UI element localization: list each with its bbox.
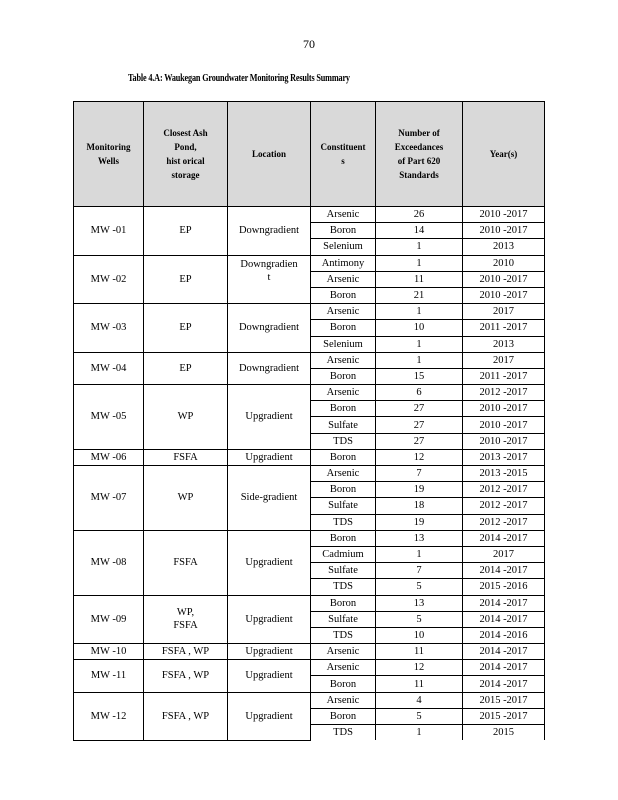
location-cell: Upgradient bbox=[228, 385, 311, 450]
exceedance-count-cell: 7 bbox=[376, 466, 463, 482]
well-id-cell: MW -11 bbox=[74, 660, 144, 692]
well-id-cell: MW -04 bbox=[74, 352, 144, 384]
constituent-cell: Boron bbox=[311, 449, 376, 465]
header-row bbox=[74, 102, 545, 207]
location-cell: Upgradient bbox=[228, 644, 311, 660]
table-row bbox=[74, 644, 545, 660]
location-cell: Upgradient bbox=[228, 692, 311, 740]
exceedance-count-cell: 1 bbox=[376, 336, 463, 352]
years-cell: 2013 bbox=[463, 336, 545, 352]
closest-ash-pond-cell: FSFA , WP bbox=[144, 692, 228, 740]
years-cell: 2010 -2017 bbox=[463, 401, 545, 417]
years-cell: 2017 bbox=[463, 304, 545, 320]
constituent-cell: Boron bbox=[311, 320, 376, 336]
table-body bbox=[74, 207, 545, 741]
constituent-cell: Arsenic bbox=[311, 692, 376, 708]
constituent-cell: Boron bbox=[311, 676, 376, 692]
exceedance-count-cell: 4 bbox=[376, 692, 463, 708]
exceedance-count-cell: 12 bbox=[376, 449, 463, 465]
closest-ash-pond-cell: EP bbox=[144, 304, 228, 353]
closest-ash-pond-cell: EP bbox=[144, 207, 228, 256]
constituent-cell: Boron bbox=[311, 595, 376, 611]
exceedance-count-cell: 10 bbox=[376, 627, 463, 643]
location-cell: Upgradient bbox=[228, 530, 311, 595]
constituent-cell: Sulfate bbox=[311, 611, 376, 627]
well-id-cell: MW -08 bbox=[74, 530, 144, 595]
exceedance-count-cell: 6 bbox=[376, 385, 463, 401]
years-cell: 2013 -2015 bbox=[463, 466, 545, 482]
table-title: Table 4.A: Waukegan Groundwater Monitoring Results Summary bbox=[128, 73, 350, 84]
constituent-cell: Selenium bbox=[311, 239, 376, 255]
location-cell: Downgradient bbox=[228, 304, 311, 353]
years-cell: 2014 -2017 bbox=[463, 595, 545, 611]
constituent-cell: Cadmium bbox=[311, 546, 376, 562]
header-monitoring-wells: Monitoring Wells bbox=[74, 102, 144, 207]
page-number: 70 bbox=[303, 37, 315, 51]
location-cell: Downgradient bbox=[228, 352, 311, 384]
years-cell: 2017 bbox=[463, 546, 545, 562]
constituent-cell: Boron bbox=[311, 368, 376, 384]
years-cell: 2014 -2017 bbox=[463, 563, 545, 579]
exceedance-count-cell: 1 bbox=[376, 352, 463, 368]
closest-ash-pond-cell: WP bbox=[144, 385, 228, 450]
exceedance-count-cell: 19 bbox=[376, 514, 463, 530]
years-cell: 2012 -2017 bbox=[463, 482, 545, 498]
constituent-cell: Sulfate bbox=[311, 563, 376, 579]
exceedance-count-cell: 13 bbox=[376, 595, 463, 611]
constituent-cell: Boron bbox=[311, 482, 376, 498]
exceedance-count-cell: 5 bbox=[376, 579, 463, 595]
well-id-cell: MW -05 bbox=[74, 385, 144, 450]
table-row bbox=[74, 449, 545, 465]
constituent-cell: Arsenic bbox=[311, 385, 376, 401]
location-cell: Downgradient bbox=[228, 207, 311, 256]
constituent-cell: Antimony bbox=[311, 255, 376, 271]
table-row bbox=[74, 385, 545, 401]
exceedance-count-cell: 11 bbox=[376, 644, 463, 660]
exceedance-count-cell: 18 bbox=[376, 498, 463, 514]
table-row bbox=[74, 595, 545, 611]
closest-ash-pond-cell: FSFA bbox=[144, 449, 228, 465]
constituent-cell: Arsenic bbox=[311, 271, 376, 287]
years-cell: 2010 -2017 bbox=[463, 433, 545, 449]
years-cell: 2014 -2017 bbox=[463, 676, 545, 692]
exceedance-count-cell: 14 bbox=[376, 223, 463, 239]
constituent-cell: Boron bbox=[311, 223, 376, 239]
constituent-cell: Arsenic bbox=[311, 207, 376, 223]
header-closest-ash-pond: Closest Ash Pond, hist orical storage bbox=[144, 102, 228, 207]
well-id-cell: MW -02 bbox=[74, 255, 144, 304]
constituent-cell: TDS bbox=[311, 579, 376, 595]
exceedance-count-cell: 5 bbox=[376, 611, 463, 627]
constituent-cell: TDS bbox=[311, 725, 376, 741]
years-cell: 2011 -2017 bbox=[463, 368, 545, 384]
constituent-cell: Arsenic bbox=[311, 644, 376, 660]
closest-ash-pond-cell: WP bbox=[144, 466, 228, 531]
constituent-cell: Boron bbox=[311, 708, 376, 724]
location-cell: Downgradien t bbox=[228, 255, 311, 304]
closest-ash-pond-cell: FSFA bbox=[144, 530, 228, 595]
years-cell: 2014 -2016 bbox=[463, 627, 545, 643]
years-cell: 2012 -2017 bbox=[463, 498, 545, 514]
exceedance-count-cell: 5 bbox=[376, 708, 463, 724]
table-row bbox=[74, 255, 545, 271]
table-row bbox=[74, 660, 545, 676]
header-years: Year(s) bbox=[463, 102, 545, 207]
exceedance-count-cell: 21 bbox=[376, 287, 463, 303]
years-cell: 2015 -2017 bbox=[463, 692, 545, 708]
well-id-cell: MW -10 bbox=[74, 644, 144, 660]
exceedance-count-cell: 15 bbox=[376, 368, 463, 384]
years-cell: 2014 -2017 bbox=[463, 611, 545, 627]
years-cell: 2010 -2017 bbox=[463, 271, 545, 287]
years-cell: 2014 -2017 bbox=[463, 644, 545, 660]
years-cell: 2010 -2017 bbox=[463, 287, 545, 303]
years-cell: 2010 bbox=[463, 255, 545, 271]
closest-ash-pond-cell: FSFA , WP bbox=[144, 660, 228, 692]
years-cell: 2015 -2017 bbox=[463, 708, 545, 724]
constituent-cell: TDS bbox=[311, 433, 376, 449]
years-cell: 2017 bbox=[463, 352, 545, 368]
closest-ash-pond-cell: EP bbox=[144, 352, 228, 384]
location-cell: Upgradient bbox=[228, 449, 311, 465]
constituent-cell: Boron bbox=[311, 401, 376, 417]
well-id-cell: MW -07 bbox=[74, 466, 144, 531]
years-cell: 2011 -2017 bbox=[463, 320, 545, 336]
exceedance-count-cell: 12 bbox=[376, 660, 463, 676]
exceedance-count-cell: 13 bbox=[376, 530, 463, 546]
well-id-cell: MW -01 bbox=[74, 207, 144, 256]
years-cell: 2010 -2017 bbox=[463, 417, 545, 433]
location-cell: Upgradient bbox=[228, 660, 311, 692]
closest-ash-pond-cell: WP, FSFA bbox=[144, 595, 228, 644]
years-cell: 2015 -2016 bbox=[463, 579, 545, 595]
years-cell: 2014 -2017 bbox=[463, 660, 545, 676]
table-row bbox=[74, 530, 545, 546]
constituent-cell: Arsenic bbox=[311, 466, 376, 482]
well-id-cell: MW -12 bbox=[74, 692, 144, 740]
constituent-cell: TDS bbox=[311, 627, 376, 643]
years-cell: 2015 bbox=[463, 725, 545, 741]
well-id-cell: MW -03 bbox=[74, 304, 144, 353]
years-cell: 2012 -2017 bbox=[463, 514, 545, 530]
closest-ash-pond-cell: EP bbox=[144, 255, 228, 304]
exceedance-count-cell: 27 bbox=[376, 401, 463, 417]
table-row bbox=[74, 692, 545, 708]
header-constituents: Constituent s bbox=[311, 102, 376, 207]
years-cell: 2014 -2017 bbox=[463, 530, 545, 546]
location-cell: Side-gradient bbox=[228, 466, 311, 531]
exceedance-count-cell: 11 bbox=[376, 676, 463, 692]
exceedance-count-cell: 1 bbox=[376, 546, 463, 562]
years-cell: 2010 -2017 bbox=[463, 223, 545, 239]
years-cell: 2013 bbox=[463, 239, 545, 255]
table-row bbox=[74, 304, 545, 320]
table-row bbox=[74, 207, 545, 223]
exceedance-count-cell: 19 bbox=[376, 482, 463, 498]
exceedance-count-cell: 11 bbox=[376, 271, 463, 287]
table-row bbox=[74, 352, 545, 368]
years-cell: 2013 -2017 bbox=[463, 449, 545, 465]
exceedance-count-cell: 1 bbox=[376, 725, 463, 741]
exceedance-count-cell: 27 bbox=[376, 433, 463, 449]
exceedance-count-cell: 1 bbox=[376, 304, 463, 320]
table-row bbox=[74, 466, 545, 482]
exceedance-count-cell: 10 bbox=[376, 320, 463, 336]
constituent-cell: Boron bbox=[311, 287, 376, 303]
constituent-cell: Arsenic bbox=[311, 352, 376, 368]
well-id-cell: MW -09 bbox=[74, 595, 144, 644]
location-cell: Upgradient bbox=[228, 595, 311, 644]
years-cell: 2010 -2017 bbox=[463, 207, 545, 223]
header-location: Location bbox=[228, 102, 311, 207]
exceedance-count-cell: 1 bbox=[376, 255, 463, 271]
closest-ash-pond-cell: FSFA , WP bbox=[144, 644, 228, 660]
groundwater-results-table bbox=[73, 101, 545, 741]
exceedance-count-cell: 7 bbox=[376, 563, 463, 579]
constituent-cell: Boron bbox=[311, 530, 376, 546]
exceedance-count-cell: 26 bbox=[376, 207, 463, 223]
constituent-cell: Sulfate bbox=[311, 417, 376, 433]
well-id-cell: MW -06 bbox=[74, 449, 144, 465]
exceedance-count-cell: 1 bbox=[376, 239, 463, 255]
exceedance-count-cell: 27 bbox=[376, 417, 463, 433]
constituent-cell: TDS bbox=[311, 514, 376, 530]
constituent-cell: Selenium bbox=[311, 336, 376, 352]
constituent-cell: Arsenic bbox=[311, 660, 376, 676]
constituent-cell: Arsenic bbox=[311, 304, 376, 320]
years-cell: 2012 -2017 bbox=[463, 385, 545, 401]
constituent-cell: Sulfate bbox=[311, 498, 376, 514]
header-exceedances: Number of Exceedances of Part 620 Standards bbox=[376, 102, 463, 207]
